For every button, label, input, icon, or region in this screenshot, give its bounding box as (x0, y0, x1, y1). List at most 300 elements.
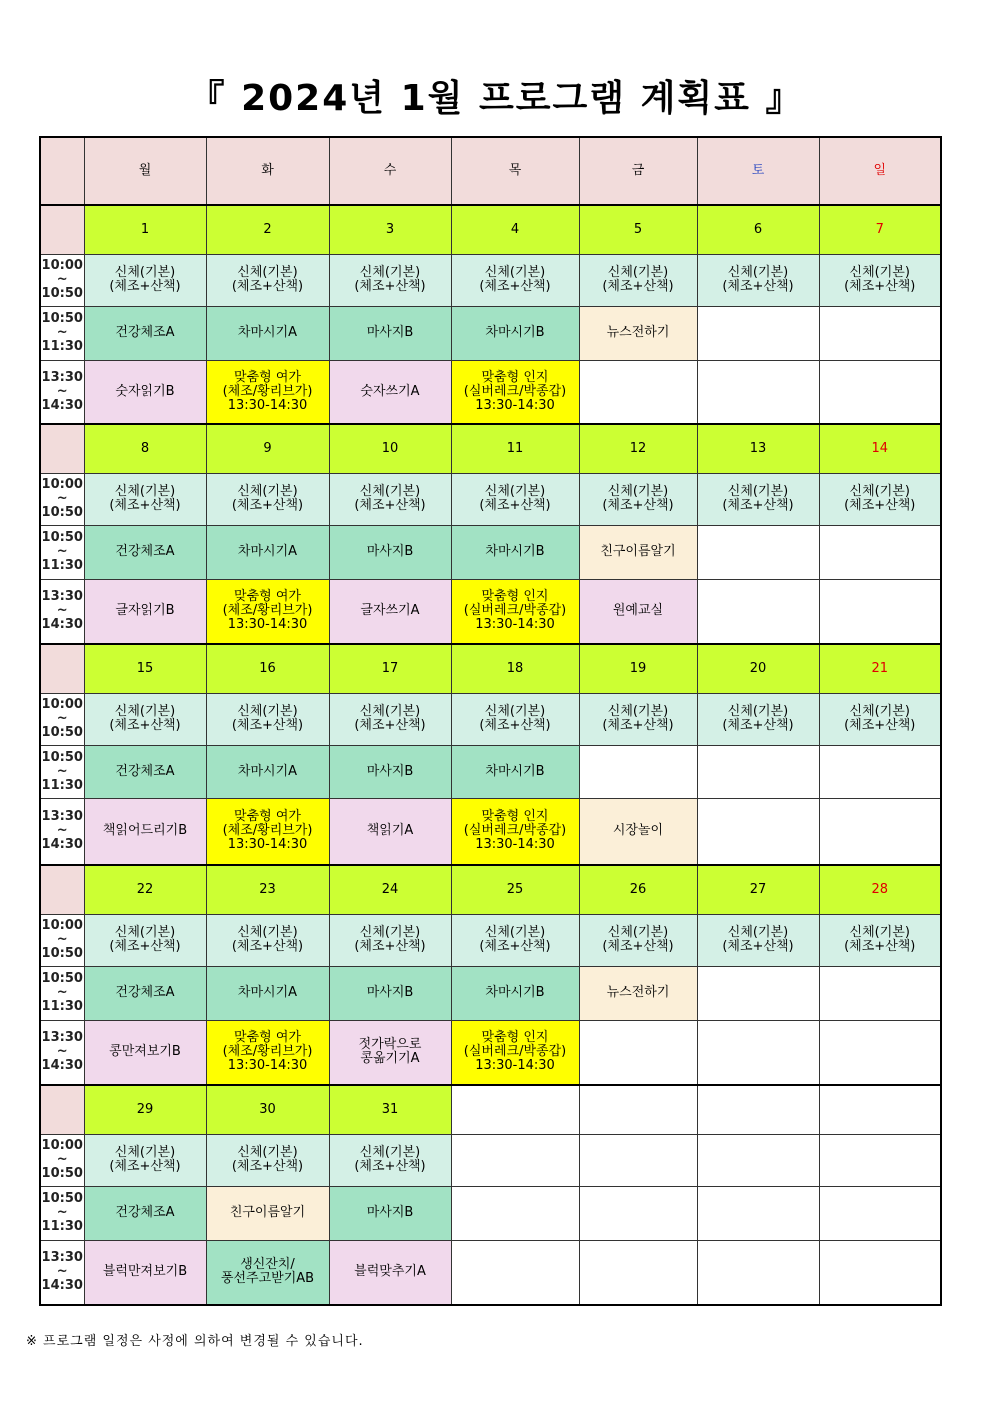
program-row (40, 1186, 941, 1240)
day-header-label: 월 (138, 163, 152, 178)
time-slot-text: 11:30 (41, 558, 83, 573)
program-name: 책읽기A (366, 823, 414, 839)
date-cell (84, 424, 206, 473)
program-cell (451, 473, 579, 525)
program-name: 건강체조A (115, 325, 175, 340)
program-name: 블럭만져보기B (102, 1264, 188, 1280)
date-cell (206, 205, 329, 254)
program-name: 뉴스전하기 (606, 325, 670, 340)
program-name: 건강체조A (115, 763, 175, 779)
program-cell (579, 966, 697, 1020)
time-slot-text: 10:50 (41, 1191, 83, 1206)
program-cell (451, 579, 579, 644)
program-cell (451, 745, 579, 798)
time-slot-text: 10:00 (41, 258, 83, 273)
program-name: 신체(기본) (체조+산책) (109, 925, 181, 954)
time-slot-text: 11:30 (41, 1219, 83, 1234)
program-name: 숫자쓰기A (360, 383, 420, 399)
date-row-corner-cell (40, 865, 84, 914)
program-name: 숫자읽기B (115, 383, 175, 399)
time-slot-cell (40, 360, 84, 424)
date-row-corner-cell (40, 205, 84, 254)
day-header (819, 137, 941, 205)
time-slot-text: ~ (56, 544, 68, 559)
program-name: 신체(기본) (체조+산책) (602, 265, 674, 294)
date-cell (819, 1085, 941, 1134)
program-name: 신체(기본) (체조+산책) (354, 265, 426, 294)
program-name: 맞춤형 여가 (체조/황리브가) 13:30-14:30 (222, 589, 313, 633)
program-cell (697, 579, 819, 644)
date-cell (84, 205, 206, 254)
program-cell (579, 1134, 697, 1186)
date-row-corner-cell (40, 1085, 84, 1134)
program-cell (329, 1134, 451, 1186)
program-cell (819, 1240, 941, 1305)
program-cell (206, 525, 329, 579)
program-cell (697, 473, 819, 525)
program-cell (697, 966, 819, 1020)
program-name: 블럭맞추기A (354, 1264, 426, 1280)
date-cell (819, 205, 941, 254)
program-name: 건강체조A (115, 1205, 175, 1220)
program-cell (579, 473, 697, 525)
program-name: 마사지B (366, 763, 414, 779)
date-cell (84, 1085, 206, 1134)
date-cell (819, 424, 941, 473)
program-name: 차마시기B (485, 985, 545, 1000)
program-cell (451, 966, 579, 1020)
program-row (40, 798, 941, 865)
time-slot-text: ~ (56, 272, 68, 287)
program-cell (84, 745, 206, 798)
time-slot-text: ~ (56, 823, 68, 839)
program-row (40, 579, 941, 644)
program-cell (819, 745, 941, 798)
program-name: 차마시기B (485, 544, 545, 559)
program-name: 신체(기본) (체조+산책) (844, 265, 916, 294)
program-name: 신체(기본) (체조+산책) (231, 484, 304, 513)
program-row (40, 525, 941, 579)
program-cell (819, 1186, 941, 1240)
program-cell (451, 525, 579, 579)
time-slot-text: ~ (56, 1205, 68, 1220)
program-cell (819, 579, 941, 644)
program-cell (84, 798, 206, 865)
program-cell (84, 1240, 206, 1305)
program-name: 신체(기본) (체조+산책) (479, 265, 551, 294)
day-header-label: 목 (508, 163, 522, 178)
date-cell (697, 865, 819, 914)
program-name: 신체(기본) (체조+산책) (109, 704, 181, 733)
date-cell (697, 1085, 819, 1134)
day-header-label: 일 (873, 163, 887, 178)
date-number: 18 (506, 660, 524, 676)
time-slot-text: 10:50 (41, 946, 83, 961)
date-number: 4 (510, 221, 520, 237)
day-header (329, 137, 451, 205)
date-number: 3 (385, 221, 395, 237)
program-cell (697, 798, 819, 865)
time-slot-text: 10:50 (41, 1166, 83, 1181)
date-number: 13 (749, 440, 767, 456)
program-cell (84, 360, 206, 424)
program-row (40, 1240, 941, 1305)
program-cell (451, 1186, 579, 1240)
program-cell (329, 693, 451, 745)
program-name: 신체(기본) (체조+산책) (231, 1145, 304, 1174)
time-slot-text: ~ (56, 325, 68, 340)
date-number: 16 (259, 660, 276, 676)
program-cell (697, 1186, 819, 1240)
date-row (40, 865, 941, 914)
program-cell (206, 1240, 329, 1305)
program-cell (697, 914, 819, 966)
program-name: 신체(기본) (체조+산책) (109, 1145, 181, 1174)
time-slot-cell (40, 1020, 84, 1085)
program-row (40, 254, 941, 306)
time-slot-cell (40, 1240, 84, 1305)
date-cell (697, 644, 819, 693)
program-name: 신체(기본) (체조+산책) (479, 484, 551, 513)
time-slot-text: 14:30 (41, 837, 83, 853)
program-cell (579, 693, 697, 745)
date-cell (697, 205, 819, 254)
program-name: 콩만져보기B (109, 1044, 181, 1060)
time-slot-text: 10:00 (41, 1138, 83, 1153)
program-cell (819, 525, 941, 579)
program-cell (819, 798, 941, 865)
program-cell (579, 254, 697, 306)
program-name: 마사지B (366, 544, 414, 559)
program-cell (451, 254, 579, 306)
program-cell (697, 254, 819, 306)
time-slot-cell (40, 525, 84, 579)
program-cell (579, 914, 697, 966)
time-slot-text: ~ (56, 1044, 68, 1060)
program-name: 신체(기본) (체조+산책) (844, 925, 916, 954)
day-header-label: 화 (261, 163, 274, 178)
time-slot-text: ~ (56, 763, 68, 779)
program-cell (451, 1020, 579, 1085)
date-number: 14 (871, 440, 889, 456)
program-name: 맞춤형 인지 (실버레크/박종갑) 13:30-14:30 (463, 589, 567, 633)
date-number: 9 (263, 440, 272, 456)
program-cell (206, 745, 329, 798)
date-number: 20 (749, 660, 767, 676)
program-cell (206, 966, 329, 1020)
date-number: 17 (381, 660, 399, 676)
program-name: 생신잔치/ 풍선주고받기AB (220, 1257, 315, 1287)
time-slot-text: 10:00 (41, 918, 83, 933)
date-cell (451, 424, 579, 473)
time-slot-cell (40, 966, 84, 1020)
date-number: 7 (875, 221, 884, 237)
program-name: 시장놀이 (612, 823, 664, 839)
date-row-corner-cell (40, 644, 84, 693)
program-cell (84, 306, 206, 360)
program-cell (329, 525, 451, 579)
date-cell (451, 865, 579, 914)
program-name: 신체(기본) (체조+산책) (844, 484, 916, 513)
program-cell (206, 306, 329, 360)
time-slot-cell (40, 254, 84, 306)
program-name: 신체(기본) (체조+산책) (602, 484, 674, 513)
time-slot-text: ~ (56, 1264, 68, 1280)
program-row (40, 745, 941, 798)
date-number: 28 (871, 881, 889, 897)
program-name: 건강체조A (115, 544, 175, 559)
program-cell (819, 1020, 941, 1085)
program-cell (579, 1186, 697, 1240)
program-name: 신체(기본) (체조+산책) (722, 704, 794, 733)
time-slot-text: 14:30 (41, 1058, 83, 1074)
program-cell (819, 966, 941, 1020)
date-number: 23 (259, 881, 276, 897)
program-name: 신체(기본) (체조+산책) (109, 265, 181, 294)
program-name: 건강체조A (115, 985, 175, 1000)
program-cell (451, 306, 579, 360)
time-slot-text: 10:00 (41, 697, 83, 712)
time-slot-text: 14:30 (41, 397, 83, 413)
day-header-label: 금 (631, 163, 645, 178)
date-cell (579, 205, 697, 254)
program-name: 마사지B (366, 1205, 414, 1220)
program-name: 신체(기본) (체조+산책) (354, 484, 426, 513)
date-number: 25 (506, 881, 524, 897)
program-name: 신체(기본) (체조+산책) (231, 265, 304, 294)
program-cell (451, 360, 579, 424)
date-number: 12 (629, 440, 647, 456)
program-cell (84, 693, 206, 745)
program-name: 맞춤형 인지 (실버레크/박종갑) 13:30-14:30 (463, 1030, 567, 1074)
date-cell (206, 865, 329, 914)
time-slot-text: 13:30 (41, 1030, 83, 1046)
program-cell (697, 1134, 819, 1186)
program-cell (819, 693, 941, 745)
date-cell (451, 1085, 579, 1134)
program-name: 차마시기B (485, 325, 545, 340)
date-cell (579, 424, 697, 473)
date-cell (819, 644, 941, 693)
time-slot-text: 10:50 (41, 286, 83, 301)
time-slot-cell (40, 306, 84, 360)
program-cell (84, 579, 206, 644)
program-cell (84, 1186, 206, 1240)
program-cell (697, 1240, 819, 1305)
program-name: 신체(기본) (체조+산책) (722, 484, 794, 513)
date-cell (206, 1085, 329, 1134)
date-cell (329, 205, 451, 254)
program-cell (329, 914, 451, 966)
program-name: 신체(기본) (체조+산책) (479, 925, 551, 954)
day-header (451, 137, 579, 205)
time-slot-cell (40, 745, 84, 798)
day-header (697, 137, 819, 205)
program-cell (579, 1240, 697, 1305)
time-slot-text: 13:30 (41, 809, 83, 825)
program-name: 신체(기본) (체조+산책) (354, 704, 426, 733)
time-slot-cell (40, 1186, 84, 1240)
time-slot-text: 11:30 (41, 999, 83, 1014)
program-cell (329, 1240, 451, 1305)
program-name: 신체(기본) (체조+산책) (354, 925, 426, 954)
program-row (40, 1020, 941, 1085)
program-row (40, 360, 941, 424)
page-title: 『 2024년 1월 프로그램 계획표 』 (188, 78, 804, 119)
program-cell (206, 798, 329, 865)
program-name: 신체(기본) (체조+산책) (354, 1145, 426, 1174)
date-number: 30 (259, 1101, 276, 1117)
date-row (40, 644, 941, 693)
time-slot-text: 13:30 (41, 1250, 83, 1266)
time-slot-cell (40, 579, 84, 644)
program-cell (451, 1134, 579, 1186)
program-name: 신체(기본) (체조+산책) (231, 925, 304, 954)
time-slot-text: ~ (56, 491, 68, 506)
program-name: 차마시기A (237, 544, 298, 559)
program-cell (579, 579, 697, 644)
program-cell (206, 473, 329, 525)
time-slot-cell (40, 798, 84, 865)
time-slot-text: 10:00 (41, 477, 83, 492)
date-row (40, 424, 941, 473)
time-slot-text: 14:30 (41, 1278, 83, 1294)
date-number: 8 (140, 440, 150, 456)
date-cell (697, 424, 819, 473)
program-cell (451, 693, 579, 745)
program-row (40, 693, 941, 745)
schedule-table (39, 136, 942, 1306)
program-cell (329, 579, 451, 644)
program-cell (206, 360, 329, 424)
program-cell (697, 745, 819, 798)
program-name: 뉴스전하기 (606, 985, 670, 1000)
date-number: 29 (136, 1101, 154, 1117)
program-cell (84, 525, 206, 579)
time-slot-text: 10:50 (41, 311, 83, 326)
program-cell (206, 1186, 329, 1240)
program-cell (697, 306, 819, 360)
program-row (40, 473, 941, 525)
date-cell (84, 644, 206, 693)
program-cell (206, 693, 329, 745)
date-cell (329, 1085, 451, 1134)
date-cell (579, 1085, 697, 1134)
program-cell (329, 745, 451, 798)
program-cell (329, 473, 451, 525)
date-number: 26 (629, 881, 647, 897)
program-name: 맞춤형 여가 (체조/황리브가) 13:30-14:30 (222, 369, 313, 413)
date-cell (84, 865, 206, 914)
date-row (40, 205, 941, 254)
program-cell (451, 1240, 579, 1305)
date-number: 19 (629, 660, 647, 676)
day-header-label: 토 (751, 163, 765, 178)
date-number: 27 (749, 881, 767, 897)
time-slot-text: ~ (56, 711, 68, 726)
program-name: 맞춤형 여가 (체조/황리브가) 13:30-14:30 (222, 809, 313, 853)
program-name: 차마시기A (237, 325, 298, 340)
day-header (579, 137, 697, 205)
program-cell (206, 1020, 329, 1085)
program-cell (579, 306, 697, 360)
program-cell (819, 1134, 941, 1186)
time-slot-cell (40, 693, 84, 745)
program-name: 마사지B (366, 325, 414, 340)
day-header (84, 137, 206, 205)
time-slot-text: 13:30 (41, 369, 83, 385)
program-cell (206, 914, 329, 966)
program-cell (329, 966, 451, 1020)
time-slot-text: ~ (56, 985, 68, 1000)
time-slot-text: ~ (56, 383, 68, 399)
time-slot-text: 11:30 (41, 339, 83, 354)
program-cell (329, 360, 451, 424)
program-cell (84, 914, 206, 966)
date-row-corner-cell (40, 424, 84, 473)
program-cell (206, 579, 329, 644)
program-cell (329, 306, 451, 360)
program-name: 신체(기본) (체조+산책) (602, 925, 674, 954)
date-number: 6 (753, 221, 763, 237)
program-cell (819, 306, 941, 360)
program-cell (579, 745, 697, 798)
program-name: 맞춤형 인지 (실버레크/박종갑) 13:30-14:30 (463, 809, 567, 853)
program-cell (697, 693, 819, 745)
program-cell (451, 798, 579, 865)
date-number: 10 (381, 440, 399, 456)
program-cell (84, 966, 206, 1020)
program-cell (819, 360, 941, 424)
program-cell (579, 360, 697, 424)
program-cell (579, 1020, 697, 1085)
program-row (40, 966, 941, 1020)
time-slot-text: ~ (56, 1152, 68, 1167)
program-cell (819, 914, 941, 966)
footnote: ※ 프로그램 일정은 사정에 의하여 변경될 수 있습니다. (26, 1334, 364, 1349)
program-name: 차마시기A (237, 763, 298, 779)
program-name: 신체(기본) (체조+산책) (109, 484, 181, 513)
program-cell (819, 473, 941, 525)
program-name: 신체(기본) (체조+산책) (722, 925, 794, 954)
time-slot-text: 10:50 (41, 530, 83, 545)
date-number: 22 (136, 881, 154, 897)
program-name: 원예교실 (612, 603, 664, 619)
program-name: 신체(기본) (체조+산책) (479, 704, 551, 733)
date-number: 2 (263, 221, 272, 237)
program-name: 맞춤형 인지 (실버레크/박종갑) 13:30-14:30 (463, 369, 567, 413)
program-name: 차마시기A (237, 985, 298, 1000)
date-number: 21 (871, 660, 889, 676)
date-row (40, 1085, 941, 1134)
date-cell (451, 205, 579, 254)
date-cell (579, 865, 697, 914)
time-slot-text: 10:50 (41, 725, 83, 740)
program-row (40, 1134, 941, 1186)
program-cell (697, 525, 819, 579)
program-name: 글자쓰기A (360, 603, 420, 619)
time-slot-text: 11:30 (41, 777, 83, 793)
program-cell (329, 1020, 451, 1085)
date-number: 1 (140, 221, 150, 237)
date-cell (206, 644, 329, 693)
time-slot-text: ~ (56, 603, 68, 619)
date-cell (206, 424, 329, 473)
time-slot-cell (40, 1134, 84, 1186)
program-cell (206, 254, 329, 306)
program-name: 신체(기본) (체조+산책) (844, 704, 916, 733)
day-header (206, 137, 329, 205)
